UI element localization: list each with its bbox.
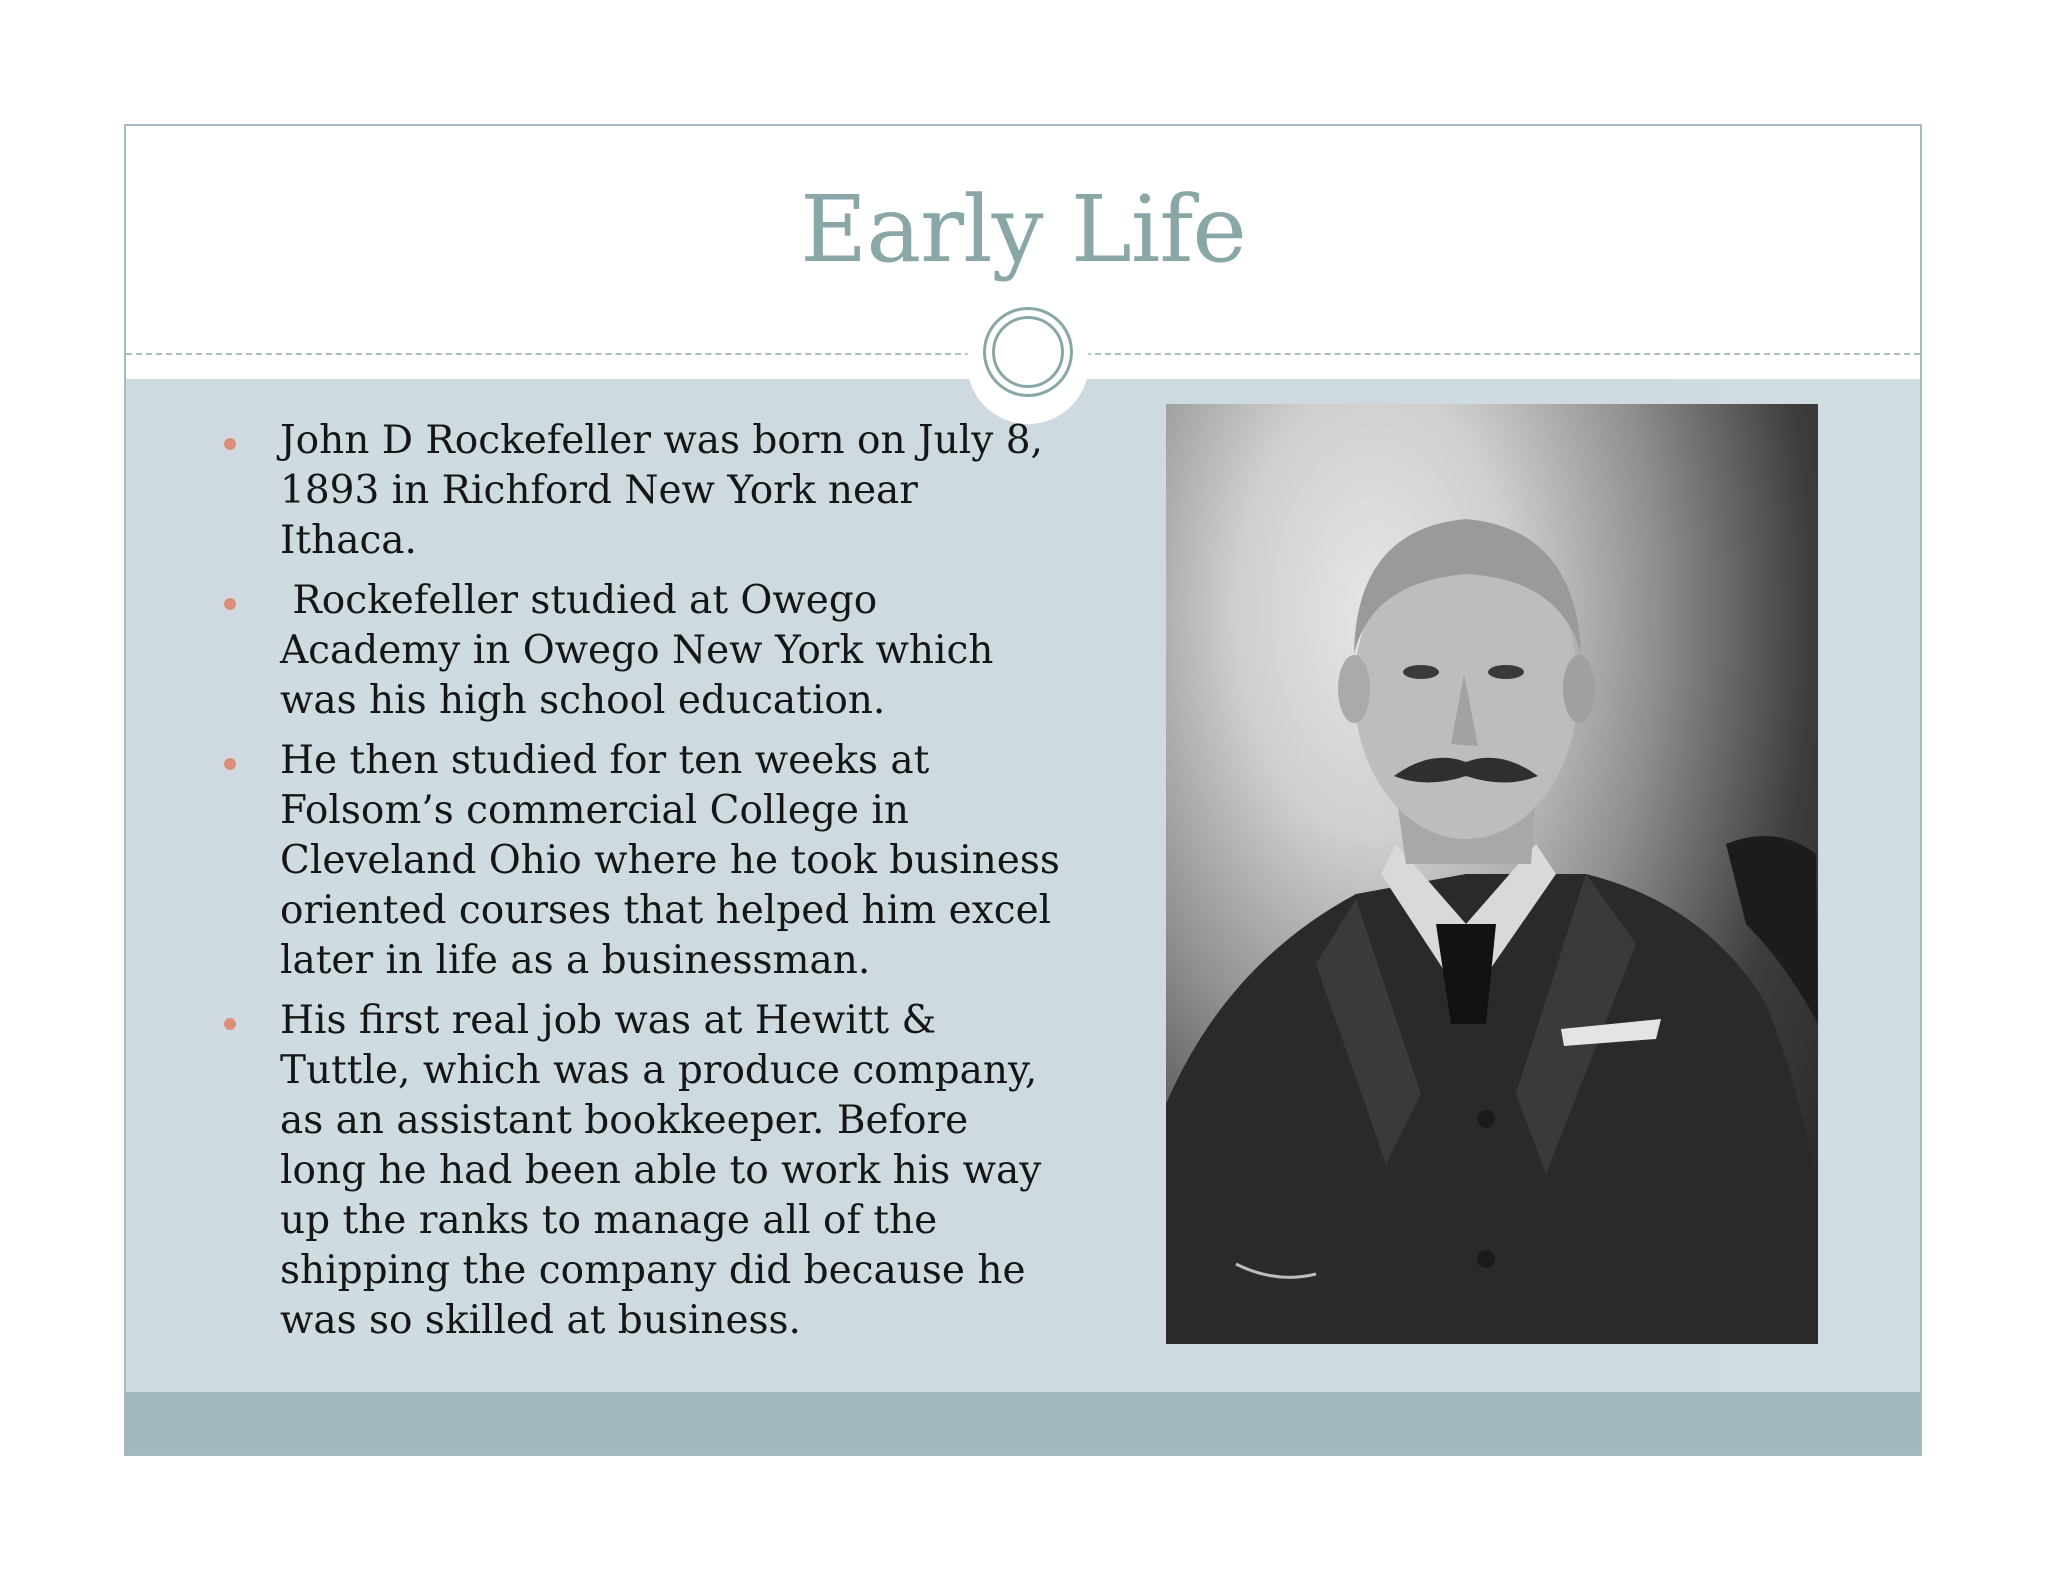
slide <box>124 124 1922 1456</box>
bullet-text: Rockefeller studied at Owego Academy in Owego New York which was his high school education. <box>280 578 994 723</box>
list-item <box>174 736 1074 986</box>
footer-band <box>126 1392 1920 1456</box>
inner-circle <box>992 316 1064 388</box>
bullet-dot-icon <box>224 438 236 450</box>
coat-button <box>1477 1110 1495 1128</box>
bullet-text: His first real job was at Hewitt & Tuttle, which was a produce company, as an assistant bookkeeper. Before long he had been able to work his way up the ranks to manage all of the shipping the company did because he was so skilled at business. <box>280 998 1042 1343</box>
bullet-list <box>174 416 1074 1356</box>
list-item <box>174 996 1074 1346</box>
portrait-illustration <box>1166 404 1818 1344</box>
right-ear <box>1563 655 1595 723</box>
list-item <box>174 576 1074 726</box>
bullet-dot-icon <box>224 598 236 610</box>
slide-title: Early Life <box>800 176 1246 283</box>
left-eye <box>1403 665 1439 679</box>
bullet-text: He then studied for ten weeks at Folsom’s commercial College in Cleveland Ohio where he took business oriented courses that helped him excel later in life as a businessman. <box>280 738 1060 983</box>
coat-button <box>1477 1250 1495 1268</box>
list-item <box>174 416 1074 566</box>
bullet-dot-icon <box>224 1018 236 1030</box>
right-eye <box>1488 665 1524 679</box>
portrait-photo <box>1166 404 1818 1344</box>
double-circle-ornament-icon <box>983 307 1073 397</box>
bullet-text: John D Rockefeller was born on July 8, 1893 in Richford New York near Ithaca. <box>280 418 1043 563</box>
left-ear <box>1338 655 1370 723</box>
bullet-dot-icon <box>224 758 236 770</box>
